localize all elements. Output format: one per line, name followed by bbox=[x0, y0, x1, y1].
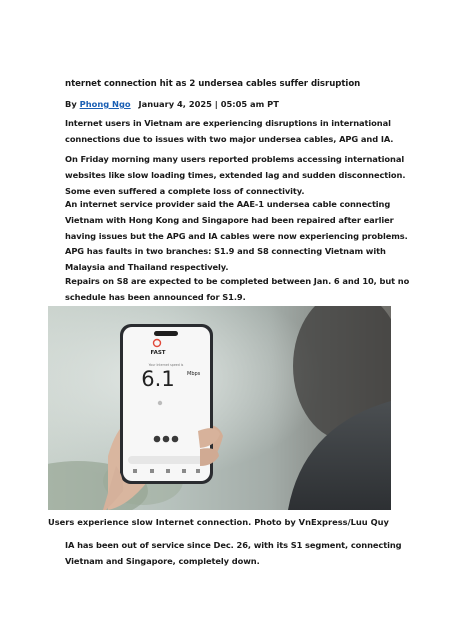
twitter-icon bbox=[172, 436, 179, 443]
share-icon bbox=[154, 436, 161, 443]
byline bbox=[65, 99, 279, 109]
paragraph: An internet service provider said the AAE-1 undersea cable connecting Vietnam with Hong Kong and Singapore had been repaired after earlier having issues but the APG and IA cables were now experiencing problems. bbox=[65, 199, 408, 242]
speed-caption: Your Internet speed is bbox=[148, 363, 184, 367]
article-photo bbox=[48, 306, 391, 510]
paragraph: Internet users in Vietnam are experiencing disruptions in international connections due to issues with two major undersea cables, APG and IA. bbox=[65, 118, 394, 145]
byline-prefix: By bbox=[65, 99, 77, 109]
article-title: nternet connection hit as 2 undersea cables suffer disruption bbox=[65, 79, 361, 89]
facebook-icon bbox=[163, 436, 170, 443]
paragraph: Repairs on S8 are expected to be completed between Jan. 6 and 10, but no schedule has been announced for S1.9. bbox=[65, 276, 410, 303]
paragraph: On Friday morning many users reported problems accessing international websites like slow loading times, extended lag and sudden disconnection. Some even suffered a complete loss of connectivity. bbox=[65, 154, 406, 197]
paragraph: APG has faults in two branches: S1.9 and S8 connecting Vietnam with Malaysia and Thailand respectively. bbox=[65, 246, 386, 273]
fast-app-name: FAST bbox=[150, 350, 166, 356]
speed-unit: Mbps bbox=[187, 371, 201, 377]
speed-value: 6.1 bbox=[141, 367, 175, 391]
photo-caption: Users experience slow Internet connection. Photo by VnExpress/Luu Quy bbox=[48, 517, 389, 527]
paragraph: IA has been out of service since Dec. 26, with its S1 segment, connecting Vietnam and Singapore, completely down. bbox=[65, 540, 402, 567]
author-link[interactable]: Phong Ngo bbox=[79, 99, 131, 109]
dateline: January 4, 2025 | 05:05 am PT bbox=[138, 99, 279, 109]
